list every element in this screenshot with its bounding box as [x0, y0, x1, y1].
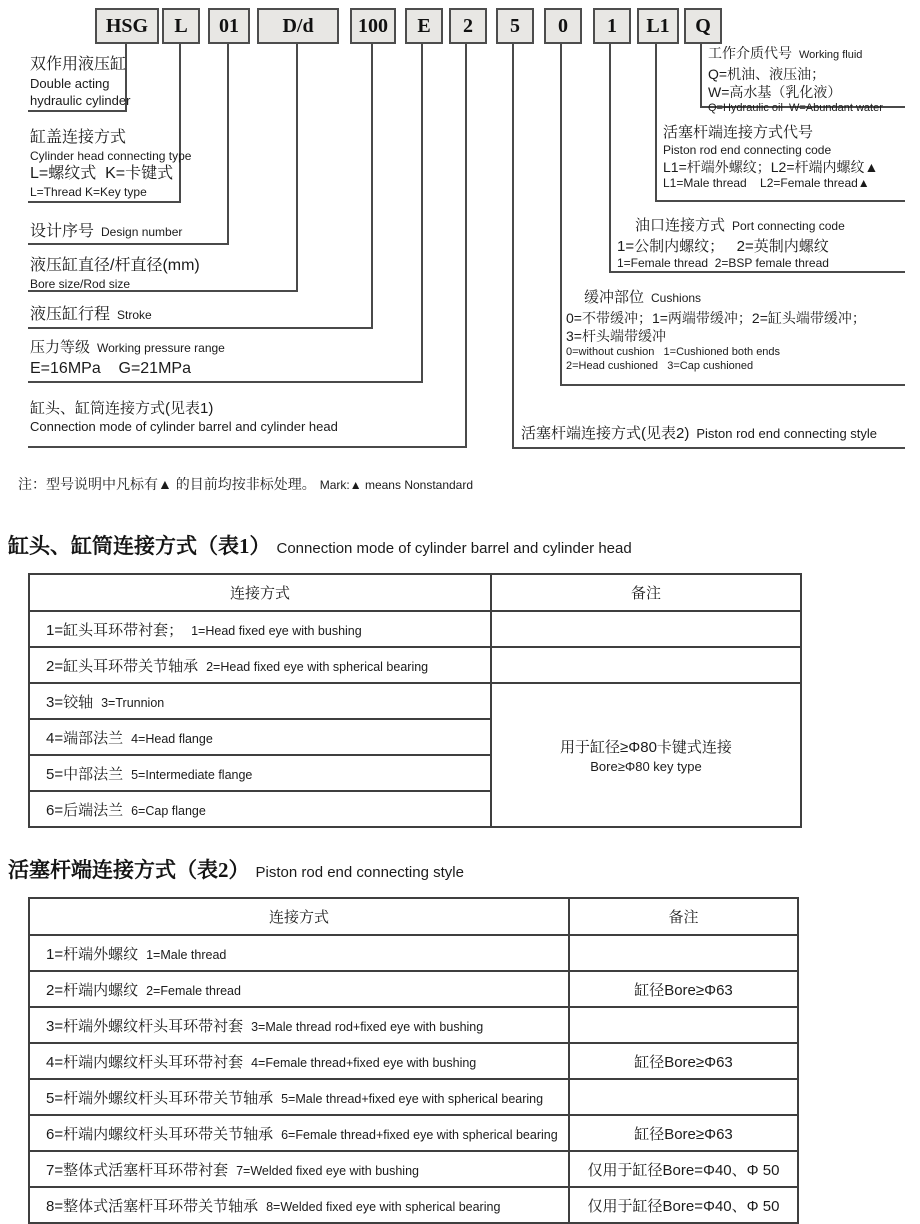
table-row [29, 683, 801, 719]
remark-cell [569, 935, 798, 971]
remark-cell: 仅用于缸径Bore=Φ40、Φ 50 [569, 1151, 798, 1187]
table-row [29, 1115, 798, 1151]
label-text-en: hydraulic cylinder [30, 92, 131, 108]
table2-heading [8, 854, 920, 884]
merged-remark-cn: 用于缸径≥Φ80卡键式连接 [560, 739, 732, 756]
label-text-cn: 缸盖连接方式 [30, 129, 127, 146]
model-code-box-5: 5 [496, 8, 534, 44]
connection-type-cn: 2=缸头耳环带关节轴承 [46, 657, 199, 675]
table1-connection-mode [28, 573, 802, 828]
connector-line [296, 44, 298, 290]
connector-line [28, 110, 127, 112]
remark-cell [569, 1007, 798, 1043]
model-code-diagram [0, 0, 920, 460]
connector-line [465, 44, 467, 446]
label-text-cn: 液压缸行程 [30, 306, 111, 323]
connection-type-en: 4=Female thread+fixed eye with bushing [251, 1055, 477, 1070]
label-text-en: Piston rod end connecting style [696, 426, 878, 441]
label-text-cn: 设计序号 [30, 223, 95, 240]
remark-cell: 缸径Bore≥Φ63 [569, 1115, 798, 1151]
model-code-box-dd: D/d [257, 8, 339, 44]
remark-cell [491, 647, 801, 683]
table-row [29, 1151, 798, 1187]
model-code-box-0: 0 [544, 8, 582, 44]
connector-line [560, 384, 905, 386]
col-header-remark: 备注 [491, 574, 801, 611]
connection-type-en: 1=Male thread [146, 947, 227, 962]
label-text-cn: 油口连接方式 [635, 217, 726, 234]
label-text-en: Stroke [117, 308, 152, 322]
col-header-connection: 连接方式 [29, 574, 491, 611]
remark-cell [569, 1079, 798, 1115]
model-code-box-e: E [405, 8, 443, 44]
model-code-box-q: Q [684, 8, 722, 44]
table-row [29, 1187, 798, 1223]
label-text-cn: 双作用液压缸 [30, 56, 127, 73]
label-text-en: L1=Male thread L2=Female thread▲ [663, 176, 870, 191]
connection-type-en: 6=Cap flange [131, 803, 206, 818]
label-text-en: Bore size/Rod size [30, 276, 131, 291]
table-row [29, 1007, 798, 1043]
label-text-en: Connection mode of cylinder barrel and cylinder head [30, 418, 338, 434]
model-code-box-l1: L1 [637, 8, 679, 44]
nonstandard-note [18, 474, 920, 494]
label-text-en: Port connecting code [732, 219, 845, 233]
label-cylinder-head-connecting-type [30, 128, 191, 201]
connection-type-cn: 1=杆端外螺纹 [46, 945, 139, 963]
label-text-en: 2=Head cushioned 3=Cap cushioned [566, 360, 754, 373]
label-rod-end-connecting-code [663, 123, 878, 192]
remark-cell: 缸径Bore≥Φ63 [569, 971, 798, 1007]
label-text-cn: 工作介质代号 [708, 45, 792, 61]
pressure-values: E=16MPa G=21MPa [30, 359, 191, 377]
label-text-cn: 缓冲部位 [584, 289, 645, 306]
connector-line [28, 201, 181, 203]
label-port-connecting-code [617, 216, 845, 272]
label-text-cn: 缸头、缸筒连接方式(见表1) [30, 400, 214, 417]
connection-type-en: 4=Head flange [131, 731, 213, 746]
label-barrel-head-connection [30, 399, 338, 435]
note-en: Mark:▲ means Nonstandard [319, 478, 474, 492]
table1-title-en: Connection mode of cylinder barrel and cylinder head [276, 540, 632, 557]
label-text-cn: 0=不带缓冲；1=两端带缓冲；2=缸头端带缓冲； [566, 309, 866, 326]
connector-line [512, 44, 514, 447]
connection-type-en: 2=Head fixed eye with spherical bearing [206, 659, 429, 674]
label-stroke [30, 305, 152, 326]
connector-line [655, 44, 657, 200]
label-rod-end-connecting-style [521, 424, 877, 445]
label-text-cn: Q=机油、液压油； [708, 65, 826, 82]
table1-heading [8, 530, 920, 560]
connector-line [28, 381, 423, 383]
connector-line [371, 44, 373, 327]
remark-cell [491, 611, 801, 647]
connector-line [28, 446, 467, 448]
connector-line [28, 243, 229, 245]
connection-type-cn: 6=后端法兰 [46, 801, 124, 819]
label-pressure-range [30, 338, 225, 380]
connection-type-cn: 3=铰轴 [46, 693, 94, 711]
connection-type-cn: 4=端部法兰 [46, 729, 124, 747]
connection-type-cn: 1=缸头耳环带衬套； [46, 621, 184, 639]
label-working-fluid [708, 44, 883, 115]
remark-cell: 仅用于缸径Bore=Φ40、Φ 50 [569, 1187, 798, 1223]
label-text-cn: 3=杆头端带缓冲 [566, 327, 666, 344]
table-row [29, 971, 798, 1007]
table-row [29, 647, 801, 683]
connection-type-en: 7=Welded fixed eye with bushing [236, 1163, 419, 1178]
col-header-remark: 备注 [569, 898, 798, 935]
merged-remark-cell [491, 683, 801, 827]
table-row [29, 1043, 798, 1079]
label-text-en: Cylinder head connecting type [30, 148, 192, 163]
connector-line [655, 200, 905, 202]
model-code-box-100: 100 [350, 8, 396, 44]
connection-type-cn: 5=中部法兰 [46, 765, 124, 783]
connection-type-en: 2=Female thread [146, 983, 241, 998]
connector-line [560, 44, 562, 384]
connection-type-cn: 7=整体式活塞杆耳环带衬套 [46, 1161, 229, 1179]
label-text-en: 1=Female thread 2=BSP female thread [617, 256, 829, 271]
connection-type-en: 5=Male thread+fixed eye with spherical bearing [281, 1091, 544, 1106]
label-design-number [30, 222, 182, 243]
connector-line [28, 327, 373, 329]
table-row [29, 611, 801, 647]
connector-line [700, 44, 702, 106]
connection-type-cn: 2=杆端内螺纹 [46, 981, 139, 999]
label-text-cn: 活塞杆端连接方式代号 [663, 124, 814, 141]
label-text-cn: L1=杆端外螺纹；L2=杆端内螺纹▲ [663, 159, 879, 176]
label-text-en: Design number [101, 225, 183, 239]
model-code-box-1: 1 [593, 8, 631, 44]
col-header-connection: 连接方式 [29, 898, 569, 935]
label-text-en: Cushions [651, 291, 702, 305]
label-text-en: Double acting [30, 75, 110, 91]
table-header-row [29, 898, 798, 935]
label-text-cn: 液压缸直径/杆直径(mm) [30, 257, 200, 274]
label-text-en: Q=Hydraulic oil W=Abundant water [708, 102, 883, 115]
label-text-en: 0=without cushion 1=Cushioned both ends [566, 346, 781, 359]
label-text-cn: L=螺纹式 K=卡键式 [30, 165, 174, 183]
connection-type-cn: 6=杆端内螺纹杆头耳环带关节轴承 [46, 1125, 274, 1143]
connector-line [421, 44, 423, 381]
model-code-box-2: 2 [449, 8, 487, 44]
table2-rod-end-style [28, 897, 799, 1224]
connector-line [227, 44, 229, 243]
connection-type-en: 5=Intermediate flange [131, 767, 253, 782]
model-code-box-l: L [162, 8, 200, 44]
label-text-cn: W=高水基（乳化液） [708, 83, 842, 100]
connection-type-cn: 8=整体式活塞杆耳环带关节轴承 [46, 1197, 259, 1215]
label-text-cn: 压力等级 [30, 339, 91, 356]
label-bore-rod-size [30, 256, 200, 292]
table1-title-cn: 缸头、缸筒连接方式（表1） [8, 534, 271, 558]
label-text-en: Piston rod end connecting code [663, 142, 832, 157]
connection-type-en: 3=Trunnion [101, 695, 165, 710]
model-code-box-01: 01 [208, 8, 250, 44]
connector-line [512, 447, 905, 449]
connection-type-cn: 4=杆端内螺纹杆头耳环带衬套 [46, 1053, 244, 1071]
connector-line [609, 44, 611, 271]
connection-type-cn: 3=杆端外螺纹杆头耳环带衬套 [46, 1017, 244, 1035]
connection-type-en: 1=Head fixed eye with bushing [191, 623, 362, 638]
label-text-en: Working fluid [799, 49, 863, 61]
connection-type-cn: 5=杆端外螺纹杆头耳环带关节轴承 [46, 1089, 274, 1107]
merged-remark-en: Bore≥Φ80 key type [590, 759, 702, 774]
table-row [29, 1079, 798, 1115]
connection-type-en: 8=Welded fixed eye with spherical bearing [266, 1199, 501, 1214]
connection-type-en: 3=Male thread rod+fixed eye with bushing [251, 1019, 484, 1034]
model-code-box-hsg: HSG [95, 8, 159, 44]
label-cushions [566, 288, 866, 374]
note-cn: 注：型号说明中凡标有▲ 的目前均按非标处理。 [18, 476, 316, 492]
label-double-acting [30, 55, 130, 110]
label-text-cn: 1=公制内螺纹； 2=英制内螺纹 [617, 237, 829, 255]
table-header-row [29, 574, 801, 611]
remark-cell: 缸径Bore≥Φ63 [569, 1043, 798, 1079]
connection-type-en: 6=Female thread+fixed eye with spherical bearing [281, 1127, 558, 1142]
label-text-cn: 活塞杆端连接方式(见表2) [521, 425, 690, 442]
label-text-en: L=Thread K=Key type [30, 185, 147, 200]
table2-title-en: Piston rod end connecting style [255, 864, 464, 881]
table2-title-cn: 活塞杆端连接方式（表2） [8, 858, 250, 882]
label-text-en: Working pressure range [97, 341, 225, 355]
table-row [29, 935, 798, 971]
